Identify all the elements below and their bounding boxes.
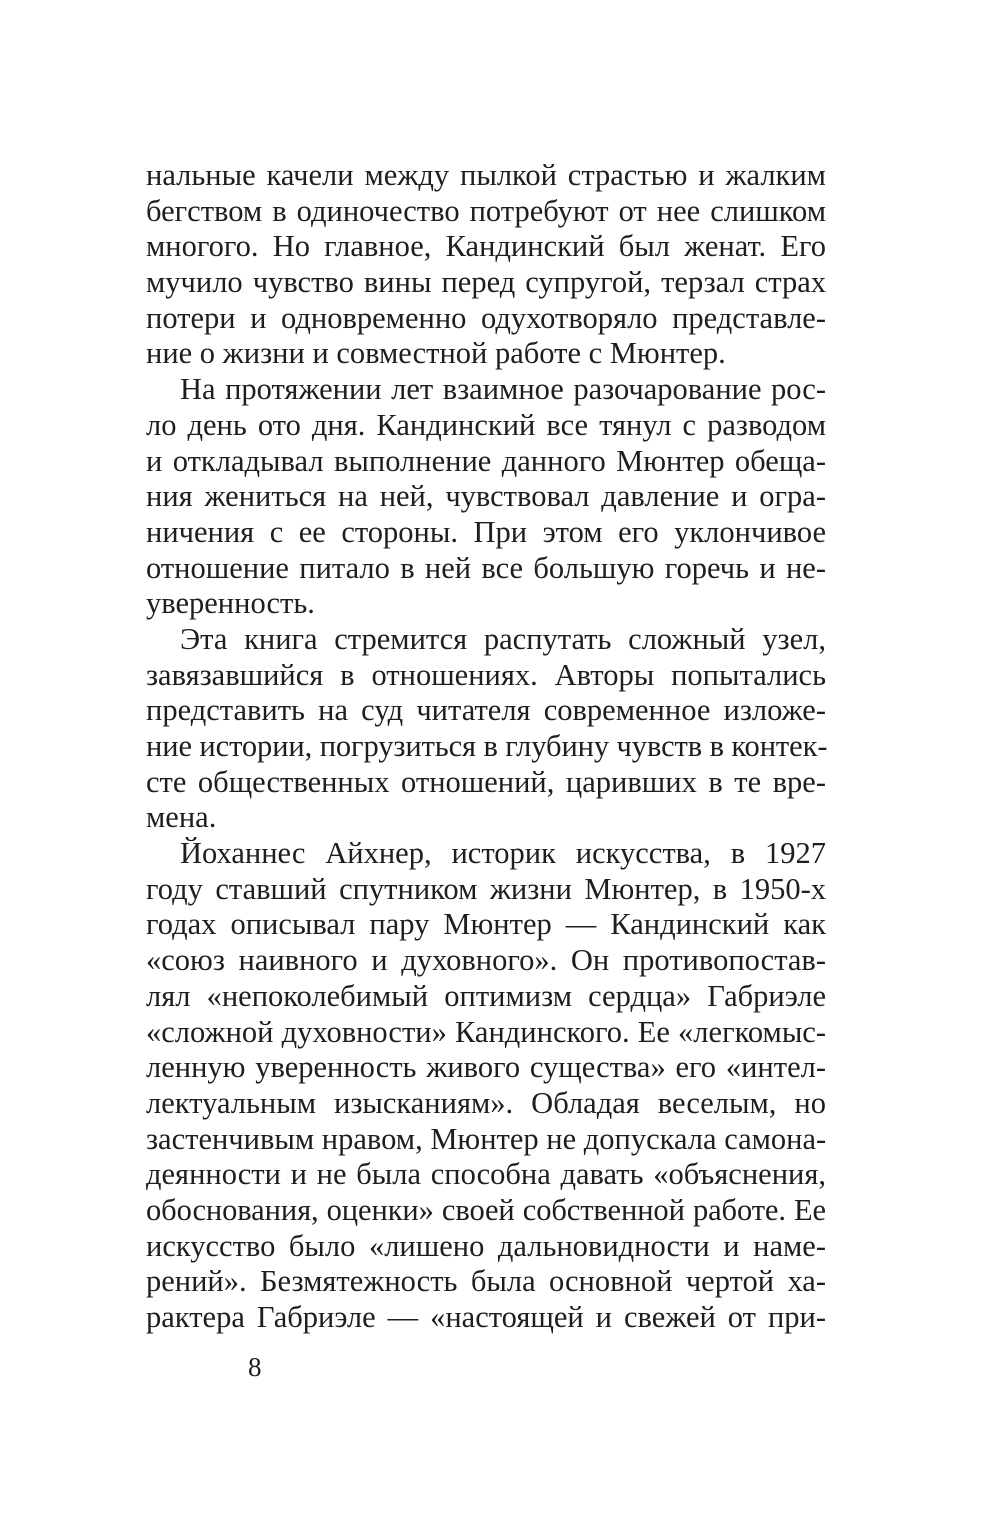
paragraph [146,622,826,836]
text-line: рений». Безмятежность была основной чертой ха- [146,1264,826,1299]
text-line: ничения с ее стороны. При этом его уклончивое [146,514,826,549]
text-line: На протяжении лет взаимное разочарование рос- [180,372,826,407]
text-line: мучило чувство вины перед супругой, терзал страх [146,265,826,300]
paragraph [146,158,826,372]
text-line: потери и одновременно одухотворяло представле- [146,300,826,335]
text-line: ленную уверенность живого существа» его «интел- [146,1050,826,1085]
text-line: бегством в одиночество потребуют от нее слишком [146,193,826,228]
text-line: отношение питало в ней все большую горечь и не- [146,550,826,585]
text-line: году ставший спутником жизни Мюнтер, в 1950-х [146,871,826,906]
paragraph [146,372,826,622]
text-line: деянности и не была способна давать «объяснения, [146,1157,826,1192]
text-line: нальные качели между пылкой страстью и жалким [146,158,826,192]
text-line: застенчивым нравом, Мюнтер не допускала самона- [146,1121,827,1156]
text-line: обоснования, оценки» своей собственной работе. Ее [146,1192,826,1227]
text-line: ние о жизни и совместной работе с Мюнтер. [146,336,726,371]
text-line: лял «непоколебимый оптимизм сердца» Габриэле [146,978,826,1013]
text-line: «сложной духовности» Кандинского. Ее «легкомыс- [146,1014,826,1049]
text-line: искусство было «лишено дальновидности и наме- [146,1228,826,1263]
text-line: годах описывал пару Мюнтер — Кандинский как [146,907,826,942]
text-line: ния жениться на ней, чувствовал давление и огра- [146,479,826,514]
text-line: завязавшийся в отношениях. Авторы попытались [146,657,826,692]
body-text [146,158,826,1336]
text-line: Йоханнес Айхнер, историк искусства, в 1927 [180,836,826,871]
text-line: рактера Габриэле — «настоящей и свежей от при- [146,1300,826,1334]
text-line: сте общественных отношений, царивших в те вре- [146,764,826,799]
text-line: «союз наивного и духовного». Он противопостав- [146,943,826,978]
text-line: Эта книга стремится распутать сложный узел, [180,621,826,656]
text-line: уверенность. [146,586,315,621]
text-line: многого. Но главное, Кандинский был женат. Его [146,229,826,264]
text-line: мена. [146,800,217,835]
text-line: ние истории, погрузиться в глубину чувств в контек- [146,729,828,763]
text-line: ло день ото дня. Кандинский все тянул с разводом [146,407,826,442]
text-line: представить на суд читателя современное изложе- [146,693,826,728]
text-line: лектуальным изысканиям». Обладая веселым, но [146,1085,826,1120]
text-line: и откладывал выполнение данного Мюнтер обеща- [146,443,826,478]
paragraph [146,836,826,1336]
page-number: 8 [248,1352,262,1382]
